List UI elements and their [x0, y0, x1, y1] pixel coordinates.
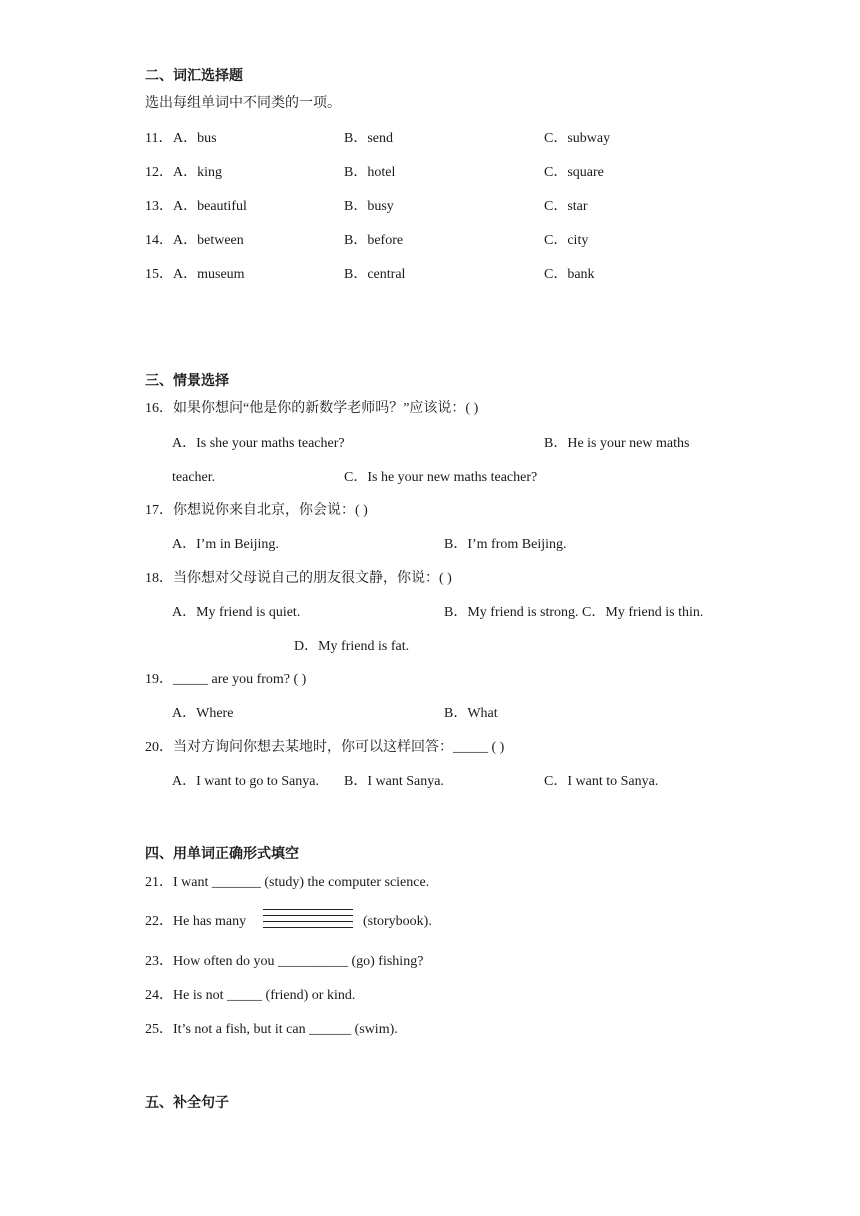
question-stem: 16．如果你想问“他是你的新数学老师吗？”应该说：( ) — [145, 401, 479, 416]
question-text: 22．He has many — [145, 914, 247, 929]
section-heading-situational: 三、情景选择 — [145, 373, 229, 389]
option-b: B．I want Sanya. — [344, 774, 444, 789]
option-a: A．king — [173, 165, 222, 180]
question-stem: 19．_____ are you from? ( ) — [145, 672, 307, 687]
question-24: 24．He is not _____ (friend) or kind. — [145, 988, 356, 1003]
option-a: A．Is she your maths teacher? — [172, 436, 345, 451]
option-a: A．museum — [173, 267, 245, 282]
answer-blank-lines — [263, 909, 353, 933]
option-b: B．What — [444, 706, 498, 721]
question-number: 15． — [145, 267, 173, 282]
option-b: B．send — [344, 131, 393, 146]
option-a: A．Where — [172, 706, 234, 721]
question-stem: 20．当对方询问你想去某地时，你可以这样回答：_____ ( ) — [145, 740, 505, 755]
option-a: A．bus — [173, 131, 217, 146]
question-stem: 18．当你想对父母说自己的朋友很文静，你说：( ) — [145, 571, 452, 586]
option-a: A．I’m in Beijing. — [172, 537, 279, 552]
question-number: 14． — [145, 233, 173, 248]
option-b-continued: teacher. — [172, 470, 216, 485]
option-a: A．between — [173, 233, 244, 248]
question-25: 25．It’s not a fish, but it can ______ (swim). — [145, 1022, 398, 1037]
question-hint: (storybook). — [363, 914, 432, 929]
option-c: C．I want to Sanya. — [544, 774, 659, 789]
option-c: C．bank — [544, 267, 595, 282]
section-heading-vocabulary: 二、词汇选择题 — [145, 68, 243, 84]
section-instruction: 选出每组单词中不同类的一项。 — [145, 96, 341, 111]
section-heading-complete-sentences: 五、补全句子 — [145, 1095, 229, 1111]
option-c: C．city — [544, 233, 589, 248]
option-a: A．beautiful — [173, 199, 247, 214]
option-b: B．before — [344, 233, 404, 248]
option-c: C．Is he your new maths teacher? — [344, 470, 538, 485]
question-number: 12． — [145, 165, 173, 180]
option-a: A．I want to go to Sanya. — [172, 774, 319, 789]
question-number: 11． — [145, 131, 173, 146]
option-b: B．busy — [344, 199, 394, 214]
option-c: C．subway — [544, 131, 611, 146]
option-b-c: B．My friend is strong. C．My friend is thin. — [444, 605, 704, 620]
option-c: C．square — [544, 165, 604, 180]
option-a: A．My friend is quiet. — [172, 605, 301, 620]
option-b: B．He is your new maths — [544, 436, 690, 451]
option-b: B．central — [344, 267, 406, 282]
question-23: 23．How often do you __________ (go) fishing? — [145, 954, 424, 969]
option-b: B．hotel — [344, 165, 396, 180]
question-stem: 17．你想说你来自北京，你会说：( ) — [145, 503, 368, 518]
question-number: 13． — [145, 199, 173, 214]
question-21: 21．I want _______ (study) the computer science. — [145, 875, 430, 890]
section-heading-fill-blank: 四、用单词正确形式填空 — [145, 846, 299, 862]
option-d: D．My friend is fat. — [294, 639, 410, 654]
option-b: B．I’m from Beijing. — [444, 537, 567, 552]
option-c: C．star — [544, 199, 588, 214]
